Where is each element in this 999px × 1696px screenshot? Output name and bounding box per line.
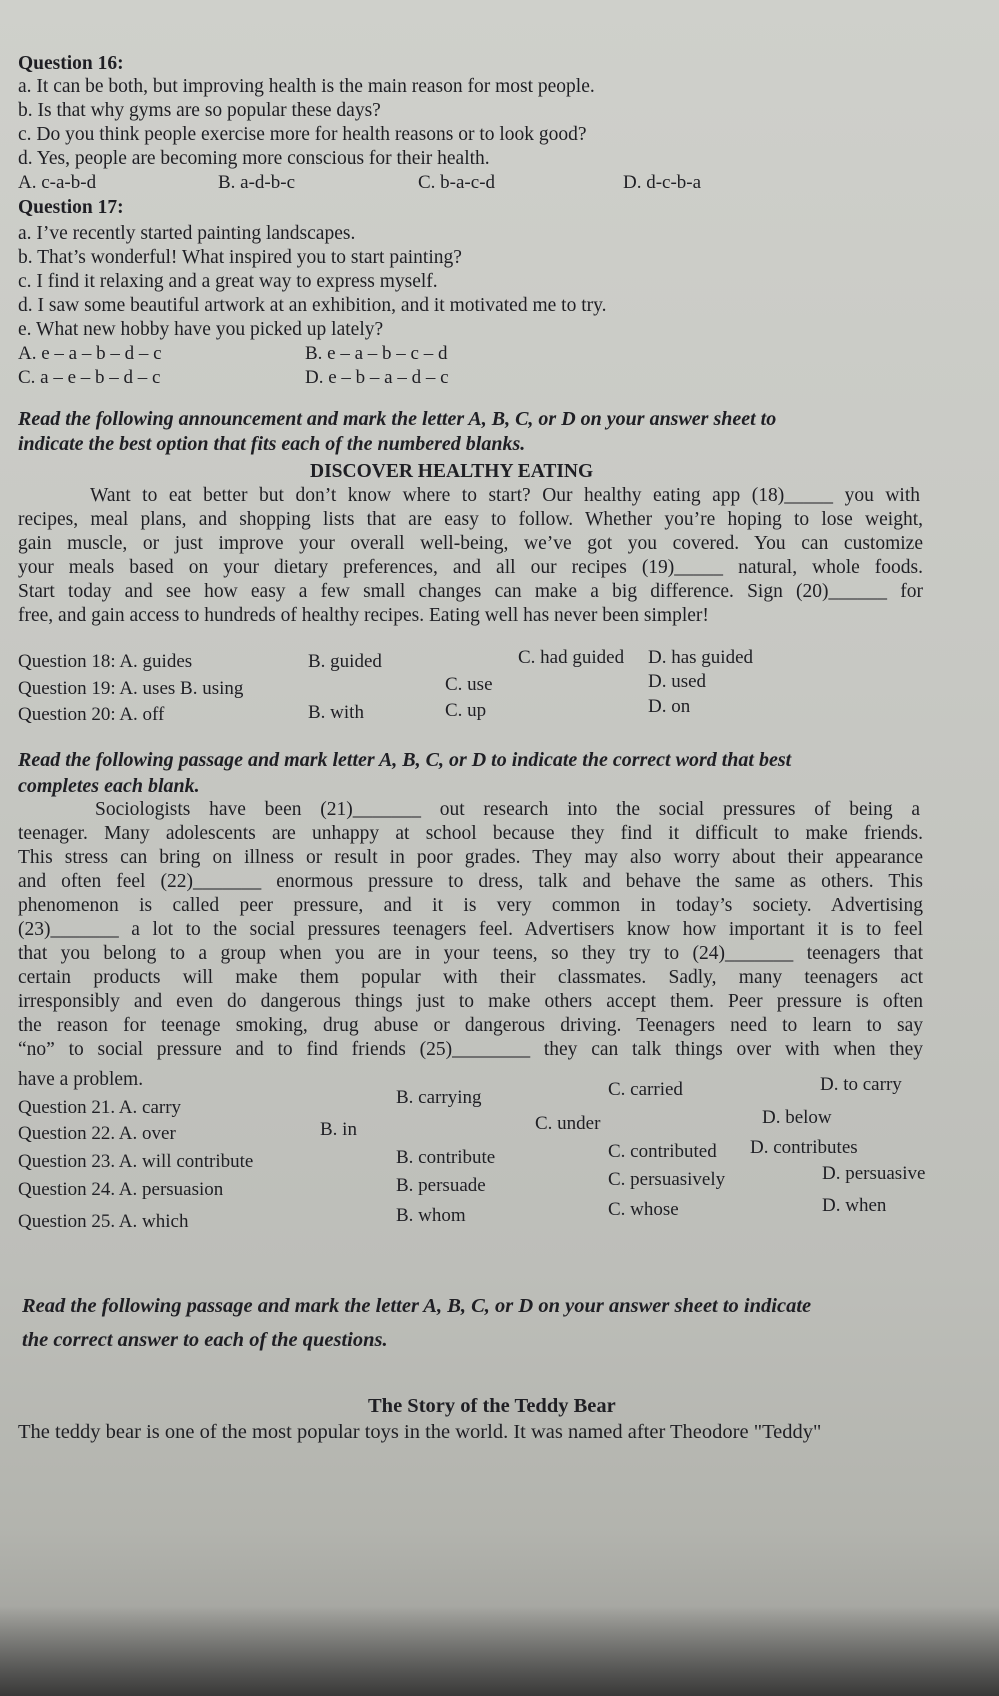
q18-option-b[interactable]: B. guided <box>308 651 382 672</box>
passage-line-3: This stress can bring on illness or result in poor grades. They may also worry about their appearance <box>18 847 923 868</box>
q25-option-d[interactable]: D. when <box>822 1195 887 1216</box>
q25-option-c[interactable]: C. whose <box>608 1199 679 1220</box>
announcement-line-5: Start today and see how easy a few small changes can make a big difference. Sign (20)______ for <box>18 581 923 602</box>
q20-option-d[interactable]: D. on <box>648 696 691 717</box>
announcement-line-6: free, and gain access to hundreds of healthy recipes. Eating well has never been simpler! <box>18 605 709 626</box>
passage-line-1: Sociologists have been (21)_______ out research into the social pressures of being a <box>95 799 920 820</box>
announcement-line-2: recipes, meal plans, and shopping lists that are easy to follow. Whether you’re hoping to lose weight, <box>18 509 923 530</box>
passage-line-12: have a problem. <box>18 1069 144 1090</box>
q24-option-c[interactable]: C. persuasively <box>608 1169 726 1190</box>
q19-option-d[interactable]: D. used <box>648 671 707 692</box>
announcement-line-4: your meals based on your dietary preferences, and all our recipes (19)_____ natural, whole foods. <box>18 557 923 578</box>
q17-sentence-b: b. That’s wonderful! What inspired you to start painting? <box>18 247 462 268</box>
q17-title: Question 17: <box>18 197 124 218</box>
q17-sentence-c: c. I find it relaxing and a great way to express myself. <box>18 271 438 292</box>
q16-sentence-d: d. Yes, people are becoming more conscious for their health. <box>18 148 490 169</box>
q21-option-d[interactable]: D. to carry <box>820 1074 902 1095</box>
q20-option-b[interactable]: B. with <box>308 702 364 723</box>
q16-option-d[interactable]: D. d-c-b-a <box>623 172 702 193</box>
section2-instruction-line1: Read the following announcement and mark the letter A, B, C, or D on your answer sheet to <box>18 408 777 430</box>
q16-sentence-c: c. Do you think people exercise more for health reasons or to look good? <box>18 124 587 145</box>
q16-option-a[interactable]: A. c-a-b-d <box>18 172 97 193</box>
announcement-line-1: Want to eat better but don’t know where to start? Our healthy eating app (18)_____ you with <box>90 485 920 506</box>
passage-line-10: the reason for teenage smoking, drug abuse or dangerous driving. Teenagers need to learn to say <box>18 1015 923 1036</box>
q25-option-b[interactable]: B. whom <box>396 1205 466 1226</box>
passage-line-7: that you belong to a group when you are in your teens, so they try to (24)_______ teenagers that <box>18 943 923 964</box>
q23-option-d[interactable]: D. contributes <box>750 1137 858 1158</box>
photo-bottom-shadow <box>0 1606 999 1696</box>
passage-line-11: “no” to social pressure and to find friends (25)________ they can talk things over with when they <box>18 1039 923 1060</box>
q17-option-b[interactable]: B. e – a – b – c – d <box>305 343 448 364</box>
q20-label[interactable]: Question 20: A. off <box>18 704 165 725</box>
q22-option-d[interactable]: D. below <box>762 1107 832 1128</box>
announcement-heading: DISCOVER HEALTHY EATING <box>310 461 594 482</box>
story-title: The Story of the Teddy Bear <box>368 1395 616 1417</box>
passage-line-4: and often feel (22)_______ enormous pressure to dress, talk and behave the same as others. This <box>18 871 923 892</box>
q18-option-c[interactable]: C. had guided <box>518 647 625 668</box>
q24-option-b[interactable]: B. persuade <box>396 1175 486 1196</box>
q18-label[interactable]: Question 18: A. guides <box>18 651 193 672</box>
q17-option-c[interactable]: C. a – e – b – d – c <box>18 367 161 388</box>
announcement-line-3: gain muscle, or just improve your overall well-being, we’ve got you covered. You can customize <box>18 533 923 554</box>
section3-instruction-line2: completes each blank. <box>18 775 200 797</box>
q16-sentence-a: a. It can be both, but improving health is the main reason for most people. <box>18 76 595 97</box>
q21-option-b[interactable]: B. carrying <box>396 1087 482 1108</box>
q23-option-c[interactable]: C. contributed <box>608 1141 717 1162</box>
q19-label[interactable]: Question 19: A. uses B. using <box>18 678 244 699</box>
passage-line-2: teenager. Many adolescents are unhappy at school because they find it difficult to make friends. <box>18 823 923 844</box>
section4-instruction-line1: Read the following passage and mark the letter A, B, C, or D on your answer sheet to indicate <box>22 1295 812 1317</box>
q23-option-b[interactable]: B. contribute <box>396 1147 496 1168</box>
section3-instruction-line1: Read the following passage and mark letter A, B, C, or D to indicate the correct word that best <box>18 749 792 771</box>
q16-sentence-b: b. Is that why gyms are so popular these days? <box>18 100 381 121</box>
q22-label[interactable]: Question 22. A. over <box>18 1123 176 1144</box>
q16-option-c[interactable]: C. b-a-c-d <box>418 172 496 193</box>
passage-line-6: (23)_______ a lot to the social pressures teenagers feel. Advertisers know how important it is to feel <box>18 919 923 940</box>
q20-option-c[interactable]: C. up <box>445 700 487 721</box>
section4-instruction-line2: the correct answer to each of the questions. <box>22 1329 388 1351</box>
q21-option-c[interactable]: C. carried <box>608 1079 683 1100</box>
q23-label[interactable]: Question 23. A. will contribute <box>18 1151 254 1172</box>
q22-option-b[interactable]: B. in <box>320 1119 357 1140</box>
q25-label[interactable]: Question 25. A. which <box>18 1211 189 1232</box>
q22-option-c[interactable]: C. under <box>535 1113 601 1134</box>
story-line-1: The teddy bear is one of the most popular toys in the world. It was named after Theodore "Teddy" <box>18 1421 822 1443</box>
q17-sentence-a: a. I’ve recently started painting landscapes. <box>18 223 356 244</box>
passage-line-8: certain products will make them popular with their classmates. Sadly, many teenagers act <box>18 967 923 988</box>
passage-line-5: phenomenon is called peer pressure, and it is very common in today’s society. Advertising <box>18 895 923 916</box>
section2-instruction-line2: indicate the best option that fits each of the numbered blanks. <box>18 433 526 455</box>
q17-option-d[interactable]: D. e – b – a – d – c <box>305 367 449 388</box>
q16-option-b[interactable]: B. a-d-b-c <box>218 172 296 193</box>
q16-title: Question 16: <box>18 53 124 74</box>
q17-sentence-e: e. What new hobby have you picked up lately? <box>18 319 384 340</box>
q17-sentence-d: d. I saw some beautiful artwork at an exhibition, and it motivated me to try. <box>18 295 607 316</box>
passage-line-9: irresponsibly and even do dangerous things just to make others accept them. Peer pressure is often <box>18 991 923 1012</box>
q21-label[interactable]: Question 21. A. carry <box>18 1097 182 1118</box>
q19-option-c[interactable]: C. use <box>445 674 493 695</box>
q24-label[interactable]: Question 24. A. persuasion <box>18 1179 224 1200</box>
q18-option-d[interactable]: D. has guided <box>648 647 754 668</box>
q24-option-d[interactable]: D. persuasive <box>822 1163 926 1184</box>
q17-option-a[interactable]: A. e – a – b – d – c <box>18 343 162 364</box>
